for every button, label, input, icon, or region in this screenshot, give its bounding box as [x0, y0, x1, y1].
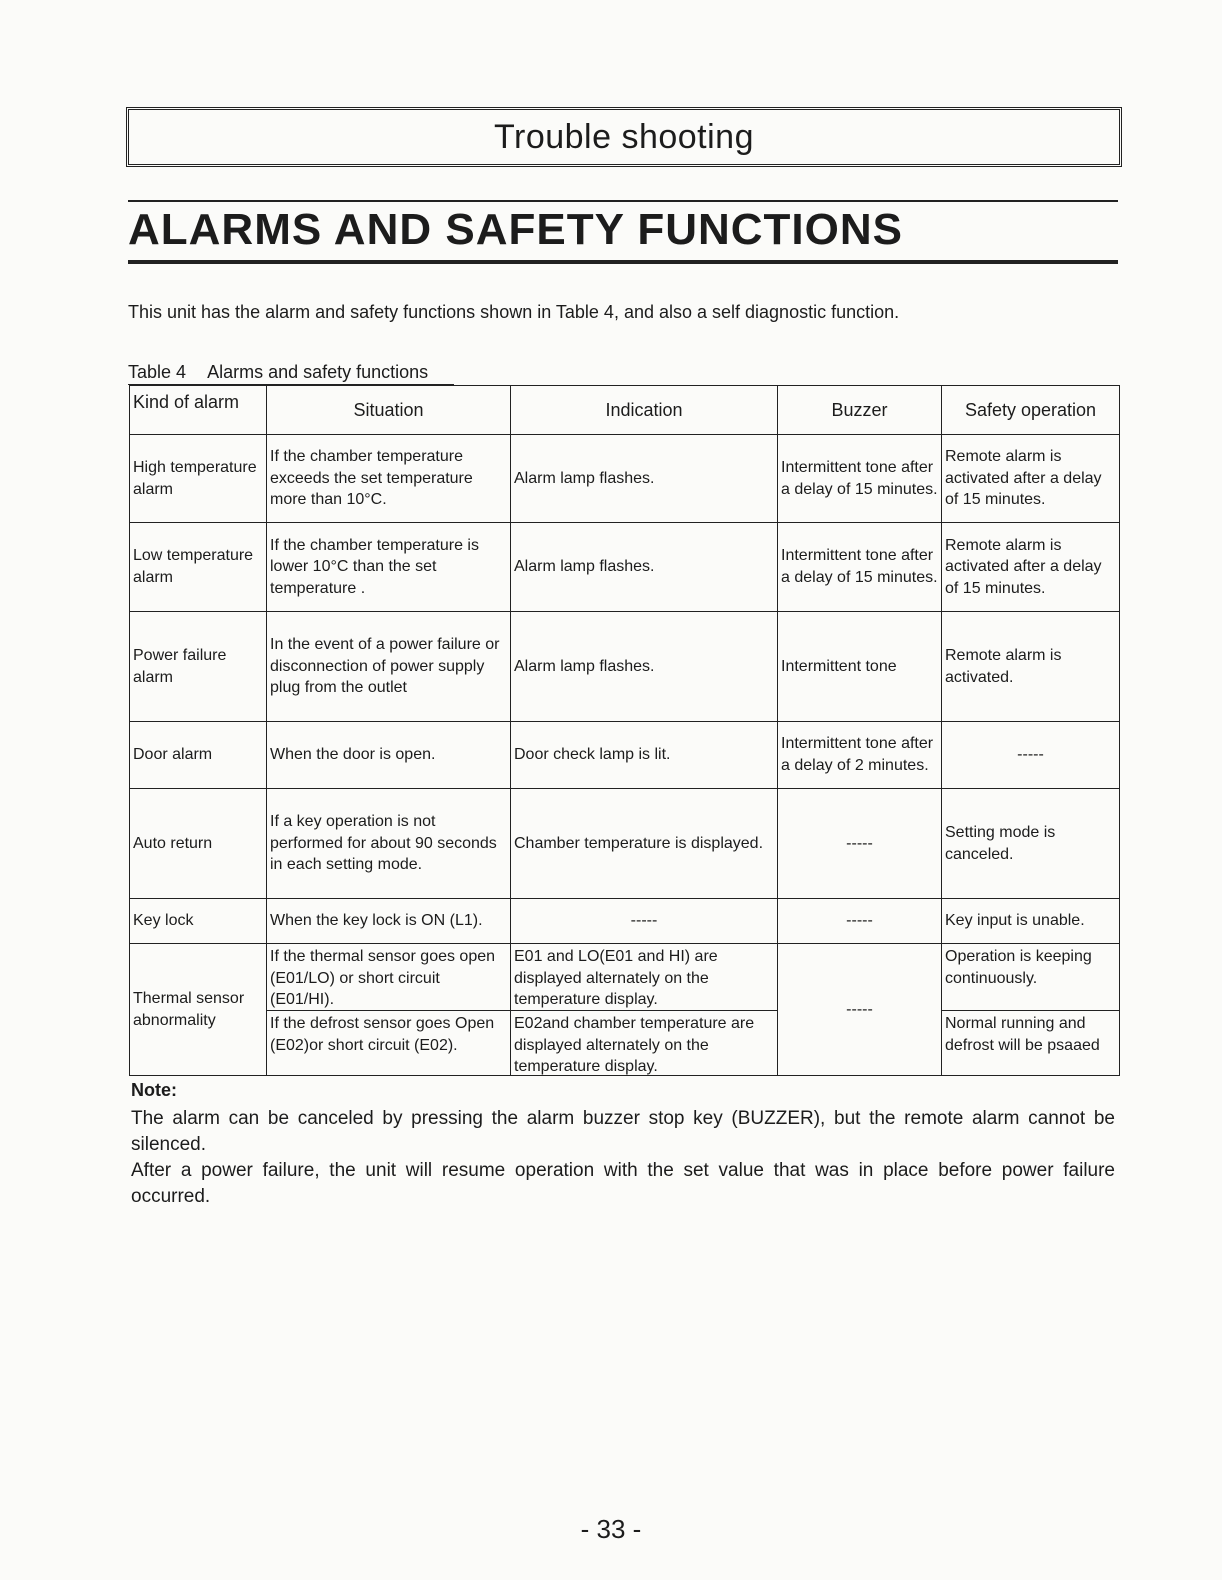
cell-indication-defrost: E02and chamber temperature are displayed alternately on the temperature display.	[514, 1015, 755, 1076]
cell-kind: Key lock	[130, 899, 267, 944]
cell-buzzer: -----	[778, 944, 942, 1076]
cell-situation: If the chamber temperature exceeds the set temperature more than 10°C.	[267, 435, 511, 523]
cell-buzzer: -----	[778, 789, 942, 899]
header-indication: Indication	[511, 386, 778, 435]
cell-safety-split	[942, 944, 1120, 1076]
header-buzzer: Buzzer	[778, 386, 942, 435]
cell-indication: Door check lamp is lit.	[511, 722, 778, 789]
cell-situation-defrost: If the defrost sensor goes Open (E02)or short circuit (E02).	[270, 1015, 495, 1054]
cell-safety-defrost: Normal running and defrost will be psaaed	[945, 1015, 1100, 1054]
cell-indication: Alarm lamp flashes.	[511, 612, 778, 722]
header-safety: Safety operation	[942, 386, 1120, 435]
table-row	[130, 612, 1120, 722]
note-line-buzzer: The alarm can be canceled by pressing the alarm buzzer stop key (BUZZER), but the remote alarm cannot be silenced.	[131, 1108, 1115, 1155]
table-row	[130, 789, 1120, 899]
cell-situation-thermal: If the thermal sensor goes open (E01/LO) or short circuit (E01/HI).	[267, 944, 510, 1011]
cell-buzzer: Intermittent tone after a delay of 15 minutes.	[778, 435, 942, 523]
table-row	[130, 523, 1120, 612]
cell-indication: Alarm lamp flashes.	[511, 523, 778, 612]
cell-safety: -----	[942, 722, 1120, 789]
page-number: - 33 -	[580, 1514, 642, 1544]
cell-kind: High temperature alarm	[130, 435, 267, 523]
alarms-table	[129, 385, 1120, 1076]
cell-indication: -----	[511, 899, 778, 944]
cell-situation: If a key operation is not performed for about 90 seconds in each setting mode.	[267, 789, 511, 899]
cell-kind: Door alarm	[130, 722, 267, 789]
table-caption	[128, 362, 428, 383]
header-kind: Kind of alarm	[130, 386, 267, 435]
cell-situation: When the key lock is ON (L1).	[267, 899, 511, 944]
table-header-row	[130, 386, 1120, 435]
cell-safety: Setting mode is canceled.	[942, 789, 1120, 899]
title-rule-bottom	[128, 260, 1118, 264]
title-rule-top	[128, 200, 1118, 202]
cell-safety-thermal: Operation is keeping continuously.	[942, 944, 1119, 1011]
note-heading: Note:	[131, 1080, 177, 1100]
cell-safety: Key input is unable.	[942, 899, 1120, 944]
section-title: Trouble shooting	[493, 117, 754, 156]
cell-buzzer: Intermittent tone after a delay of 15 minutes.	[778, 523, 942, 612]
table-caption-name: Alarms and safety functions	[207, 362, 429, 382]
cell-safety: Remote alarm is activated after a delay of 15 minutes.	[942, 523, 1120, 612]
page-title: ALARMS AND SAFETY FUNCTIONS	[128, 205, 903, 254]
table-row	[130, 435, 1120, 523]
note-line-power: After a power failure, the unit will resume operation with the set value that was in place before power failure occurred.	[131, 1160, 1115, 1207]
cell-kind: Power failure alarm	[130, 612, 267, 722]
table-row	[130, 899, 1120, 944]
cell-situation: In the event of a power failure or disconnection of power supply plug from the outlet	[267, 612, 511, 722]
cell-situation: When the door is open.	[267, 722, 511, 789]
table-caption-label: Table 4	[128, 362, 187, 382]
cell-kind: Auto return	[130, 789, 267, 899]
header-situation: Situation	[267, 386, 511, 435]
cell-safety: Remote alarm is activated.	[942, 612, 1120, 722]
cell-safety: Remote alarm is activated after a delay of 15 minutes.	[942, 435, 1120, 523]
cell-buzzer: -----	[778, 899, 942, 944]
intro-text: This unit has the alarm and safety functions shown in Table 4, and also a self diagnostic function.	[128, 302, 900, 322]
section-header-box	[126, 107, 1122, 167]
cell-buzzer: Intermittent tone after a delay of 2 minutes.	[778, 722, 942, 789]
cell-indication: Chamber temperature is displayed.	[511, 789, 778, 899]
table-row	[130, 722, 1120, 789]
cell-kind: Low temperature alarm	[130, 523, 267, 612]
cell-situation-split	[267, 944, 511, 1076]
table-row-thermal	[130, 944, 1120, 1076]
cell-buzzer: Intermittent tone	[778, 612, 942, 722]
cell-indication-thermal: E01 and LO(E01 and HI) are displayed alternately on the temperature display.	[511, 944, 777, 1011]
cell-indication-split	[511, 944, 778, 1076]
cell-kind: Thermal sensor abnormality	[130, 944, 267, 1076]
cell-situation: If the chamber temperature is lower 10°C than the set temperature .	[267, 523, 511, 612]
cell-indication: Alarm lamp flashes.	[511, 435, 778, 523]
